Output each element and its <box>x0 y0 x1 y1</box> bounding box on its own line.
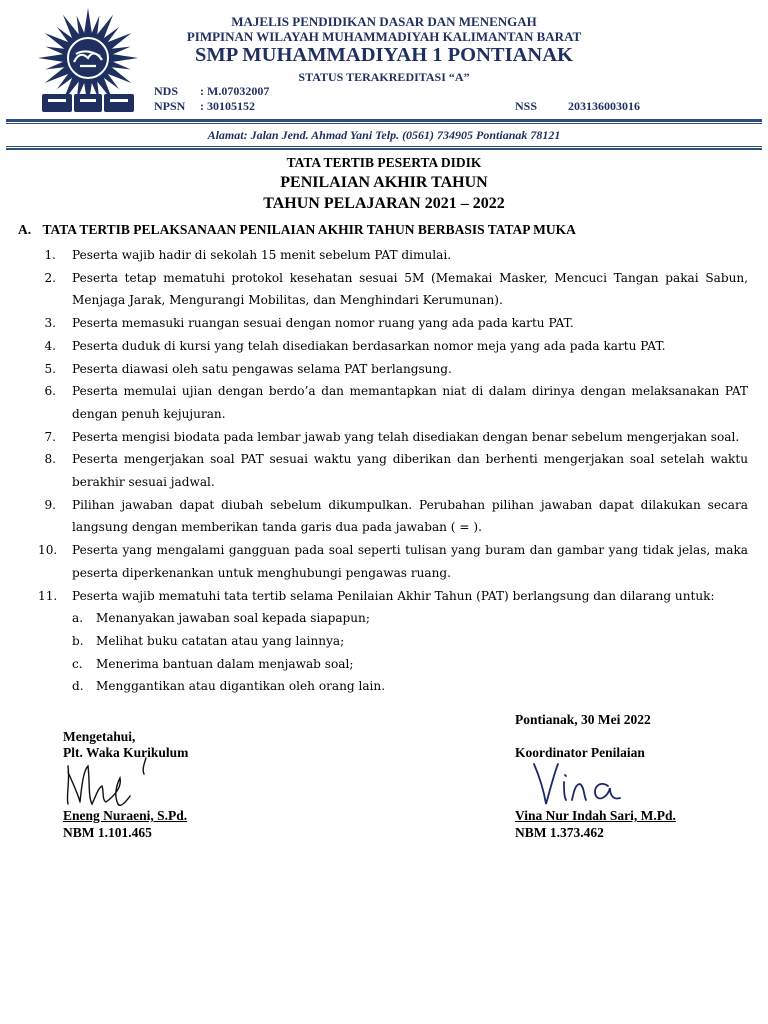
list-item <box>72 630 748 653</box>
header-rule-bottom <box>6 148 762 150</box>
item-text: Menerima bantuan dalam menjawab soal; <box>96 656 354 671</box>
section-letter: A. <box>18 222 32 237</box>
item-letter: d. <box>72 679 84 694</box>
item-text: Menggantikan atau digantikan oleh orang lain. <box>96 679 386 694</box>
header-rule-top-thin <box>6 123 762 124</box>
school-address: Alamat: Jalan Jend. Ahmad Yani Telp. (0561) 734905 Pontianak 78121 <box>207 128 561 142</box>
item-letter: c. <box>72 656 83 671</box>
item-text: Pilihan jawaban dapat diubah sebelum dikumpulkan. Perubahan pilihan jawaban dapat dilakukan secara langsung dengan memberikan tanda garis dua pada jawaban ( = ). <box>72 497 748 535</box>
list-item <box>38 539 748 584</box>
list-item <box>38 358 748 381</box>
item-text: Melihat buku catatan atau yang lainnya; <box>96 633 345 648</box>
header-rule-top <box>6 119 762 122</box>
list-item <box>38 448 748 493</box>
acknowledged-label: Mengetahui, <box>63 729 136 744</box>
document-subtitle: PENILAIAN AKHIR TAHUN <box>280 174 488 191</box>
right-signatory-name: Vina Nur Indah Sari, M.Pd. <box>515 808 676 823</box>
header-rule-bottom-thin <box>6 146 762 147</box>
list-item <box>72 653 748 676</box>
item-text: Peserta diawasi oleh satu pengawas selama PAT berlangsung. <box>72 361 452 376</box>
item-letter: b. <box>72 633 84 648</box>
list-item <box>38 244 748 267</box>
item-text: Peserta memulai ujian dengan berdo’a dan memantapkan niat di dalam dirinya dengan melaksanakan PAT dengan penuh kejujuran. <box>72 384 748 421</box>
right-signatory-nbm: NBM 1.373.462 <box>515 825 604 840</box>
list-item <box>38 494 748 539</box>
item-number: 7. <box>44 429 56 444</box>
item-text: Peserta mengerjakan soal PAT sesuai waktu yang diberikan dan berhenti mengerjakan soal setelah waktu berakhir sesuai jadwal. <box>72 452 748 490</box>
rules-list <box>38 244 748 698</box>
list-item <box>72 675 748 698</box>
list-item <box>38 335 748 358</box>
list-item <box>38 585 748 699</box>
list-item <box>38 380 748 425</box>
item-text: Menanyakan jawaban soal kepada siapapun; <box>96 611 370 626</box>
item-number: 8. <box>44 452 56 467</box>
school-name: SMP MUHAMMADIYAH 1 PONTIANAK <box>195 44 573 66</box>
item-number: 5. <box>44 361 56 376</box>
place-date: Pontianak, 30 Mei 2022 <box>515 712 651 727</box>
left-signatory-name: Eneng Nuraeni, S.Pd. <box>63 808 188 823</box>
nss-value: 203136003016 <box>568 99 640 113</box>
academic-year: TAHUN PELAJARAN 2021 – 2022 <box>263 195 505 212</box>
document-title: TATA TERTIB PESERTA DIDIK <box>286 155 482 170</box>
section-heading <box>18 222 576 238</box>
item-number: 6. <box>44 384 56 399</box>
item-text: Peserta yang mengalami gangguan pada soal seperti tulisan yang buram dan gambar yang tidak jelas, maka peserta diperkenankan untuk menghubungi pengawas ruang. <box>72 543 748 580</box>
left-signatory-role: Plt. Waka Kurikulum <box>63 745 189 760</box>
item-text: Peserta duduk di kursi yang telah disediakan berdasarkan nomor meja yang ada pada kartu PAT. <box>72 338 666 353</box>
item-number: 3. <box>44 316 56 331</box>
item-number: 1. <box>44 248 56 262</box>
left-signatory-nbm: NBM 1.101.465 <box>63 825 152 840</box>
accreditation-status: STATUS TERAKREDITASI “A” <box>298 70 470 84</box>
nds-value: : M.07032007 <box>200 84 270 98</box>
item-number: 4. <box>44 338 56 353</box>
organization-line-2: PIMPINAN WILAYAH MUHAMMADIYAH KALIMANTAN BARAT <box>186 29 582 44</box>
prohibitions-list <box>72 607 748 698</box>
organization-line-1: MAJELIS PENDIDIKAN DASAR DAN MENENGAH <box>231 14 537 29</box>
right-signatory-role: Koordinator Penilaian <box>515 745 645 760</box>
list-item <box>38 312 748 335</box>
right-signature <box>528 756 648 812</box>
nds-label: NDS <box>154 84 179 98</box>
item-text: Peserta wajib hadir di sekolah 15 menit sebelum PAT dimulai. <box>72 248 452 262</box>
item-letter: a. <box>72 611 84 626</box>
list-item <box>38 426 748 449</box>
item-text: Peserta wajib mematuhi tata tertib selama Penilaian Akhir Tahun (PAT) berlangsung dan dilarang untuk: <box>72 588 715 603</box>
nss-label: NSS <box>515 99 538 113</box>
section-title: TATA TERTIB PELAKSANAAN PENILAIAN AKHIR TAHUN BERBASIS TATAP MUKA <box>42 222 576 237</box>
item-number: 2. <box>44 270 56 285</box>
item-text: Peserta mengisi biodata pada lembar jawab yang telah disediakan dengan benar sebelum mengerjakan soal. <box>72 429 740 444</box>
list-item <box>38 267 748 312</box>
item-text: Peserta tetap mematuhi protokol kesehatan sesuai 5M (Memakai Masker, Mencuci Tangan pakai Sabun, Menjaga Jarak, Mengurangi Mobilitas, dan Menghindari Kerumunan). <box>72 270 748 308</box>
item-text: Peserta memasuki ruangan sesuai dengan nomor ruang yang ada pada kartu PAT. <box>72 316 574 331</box>
item-number: 9. <box>44 497 56 512</box>
list-item <box>72 607 748 630</box>
npsn-value: : 30105152 <box>200 99 255 113</box>
item-number: 11. <box>38 588 58 603</box>
item-number: 10. <box>38 543 58 558</box>
npsn-label: NPSN <box>154 99 186 113</box>
